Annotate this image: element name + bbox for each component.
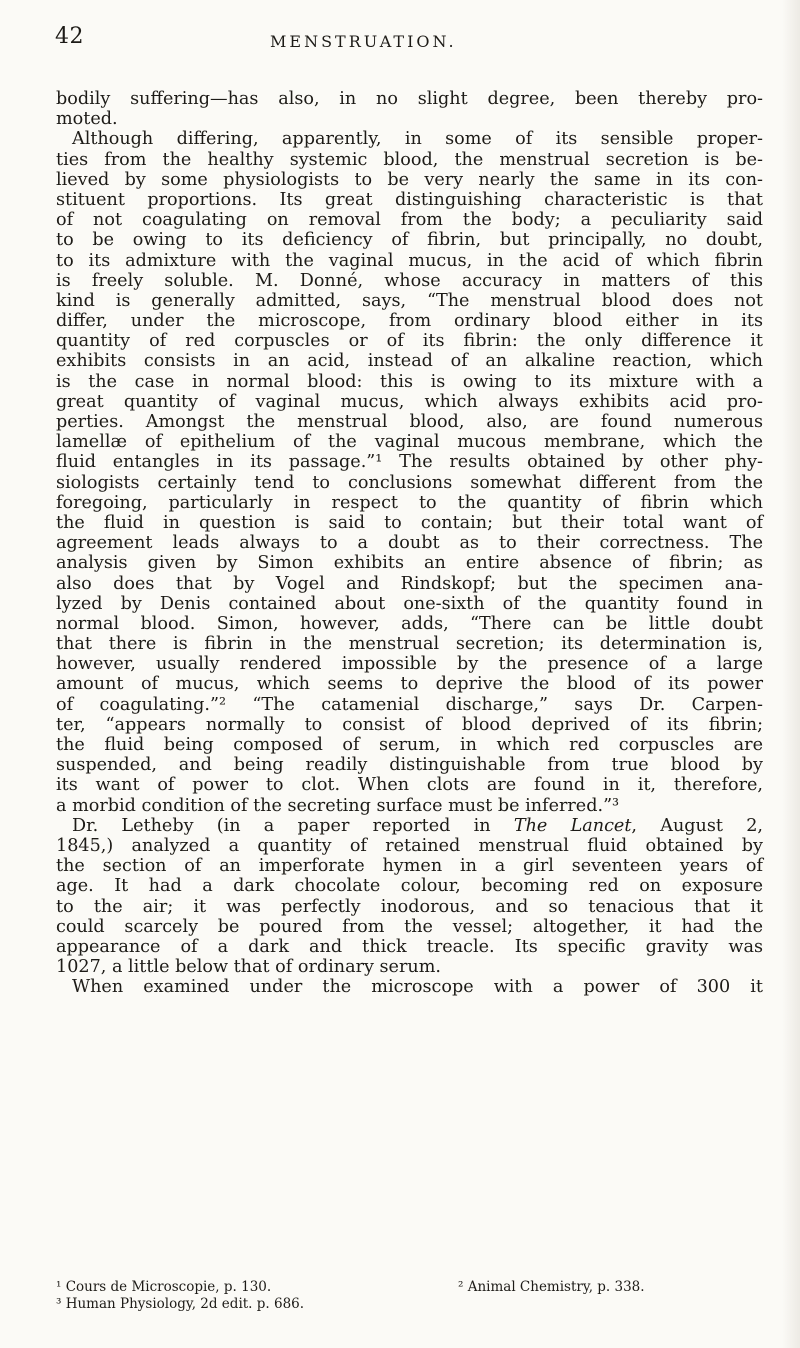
text-line: the fluid in question is said to contain; but their total want of — [56, 512, 763, 533]
text-line: fluid entangles in its passage.”¹ The results obtained by other phy- — [56, 452, 763, 473]
footnote-row — [56, 1296, 763, 1313]
text-line: moted. — [56, 109, 118, 130]
text-line: is freely soluble. M. Donné, whose accuracy in matters of this — [56, 270, 763, 291]
text-line: the fluid being composed of serum, in which red corpuscles are — [56, 735, 763, 755]
text-line: Dr. Letheby (in a paper reported in The Lancet, August 2, — [72, 815, 763, 836]
text-line: the section of an imperforate hymen in a girl seventeen years of — [56, 856, 763, 877]
text-line: differ, under the microscope, from ordinary blood either in its — [56, 311, 763, 332]
body-text — [56, 89, 763, 997]
text-line: When examined under the microscope with a power of 300 it — [72, 977, 763, 998]
text-line: however, usually rendered impossible by the presence of a large — [56, 654, 763, 675]
text-line: also does that by Vogel and Rindskopf; but the specimen ana- — [56, 573, 763, 594]
text-line: to the air; it was perfectly inodorous, and so tenacious that it — [56, 896, 763, 917]
journal-title: The Lancet — [513, 815, 632, 836]
text-line: to its admixture with the vaginal mucus, in the acid of which fibrin — [56, 250, 763, 271]
text-line: lyzed by Denis contained about one-sixth of the quantity found in — [56, 593, 763, 614]
footnote-2: ² Animal Chemistry, p. 338. — [458, 1279, 645, 1295]
text-line: ties from the healthy systemic blood, the menstrual secretion is be- — [56, 149, 763, 170]
text-line: a morbid condition of the secreting surface must be inferred.”³ — [56, 795, 620, 816]
page-edge-shadow — [782, 0, 800, 1348]
text-line: its want of power to clot. When clots are found in it, therefore, — [56, 775, 763, 796]
text-line: analysis given by Simon exhibits an entire absence of fibrin; as — [56, 553, 763, 574]
text-line: to be owing to its deficiency of fibrin, but principally, no doubt, — [56, 230, 763, 251]
page-number: 42 — [55, 24, 84, 49]
text-line: great quantity of vaginal mucus, which always exhibits acid pro- — [56, 391, 763, 412]
text-line: amount of mucus, which seems to deprive the blood of its power — [56, 674, 763, 695]
text-line: lamellæ of epithelium of the vaginal mucous membrane, which the — [56, 432, 763, 453]
text-line: could scarcely be poured from the vessel; altogether, it had the — [56, 916, 763, 937]
text-line: perties. Amongst the menstrual blood, also, are found numerous — [56, 412, 763, 432]
footnote-3: ³ Human Physiology, 2d edit. p. 686. — [56, 1296, 305, 1312]
text-line: ter, “appears normally to consist of blood deprived of its fibrin; — [56, 714, 763, 735]
text-line: 1027, a little below that of ordinary serum. — [56, 957, 441, 978]
text-line: normal blood. Simon, however, adds, “There can be little doubt — [56, 613, 763, 634]
text-line: of coagulating.”² “The catamenial discharge,” says Dr. Carpen- — [56, 694, 763, 715]
text-line: Although differing, apparently, in some of its sensible proper- — [72, 129, 763, 150]
text-line: quantity of red corpuscles or of its fibrin: the only difference it — [56, 331, 763, 352]
text-line: siologists certainly tend to conclusions somewhat different from the — [56, 472, 763, 493]
text-line: agreement leads always to a doubt as to their correctness. The — [56, 533, 763, 554]
text-line: suspended, and being readily distinguishable from true blood by — [56, 755, 763, 776]
text-line: exhibits consists in an acid, instead of an alkaline reaction, which — [56, 351, 763, 372]
footnote-1: ¹ Cours de Microscopie, p. 130. — [56, 1279, 272, 1295]
text-line: bodily suffering—has also, in no slight degree, been thereby pro- — [56, 89, 763, 109]
text-line: appearance of a dark and thick treacle. Its specific gravity was — [56, 936, 763, 957]
text-line: age. It had a dark chocolate colour, becoming red on exposure — [56, 876, 763, 897]
text-line: of not coagulating on removal from the body; a peculiarity said — [56, 210, 763, 231]
running-title: MENSTRUATION. — [270, 32, 457, 51]
text-line: 1845,) analyzed a quantity of retained menstrual fluid obtained by — [56, 835, 763, 856]
text-line: stituent proportions. Its great distinguishing characteristic is that — [56, 189, 763, 210]
text-line: kind is generally admitted, says, “The menstrual blood does not — [56, 290, 763, 311]
text-line: foregoing, particularly in respect to the quantity of fibrin which — [56, 492, 763, 513]
text-line: is the case in normal blood: this is owing to its mixture with a — [56, 371, 763, 392]
text-line: lieved by some physiologists to be very nearly the same in its con- — [56, 169, 763, 190]
footnotes — [56, 1279, 763, 1313]
footnote-row — [56, 1279, 763, 1296]
text-line: that there is fibrin in the menstrual secretion; its determination is, — [56, 634, 763, 655]
